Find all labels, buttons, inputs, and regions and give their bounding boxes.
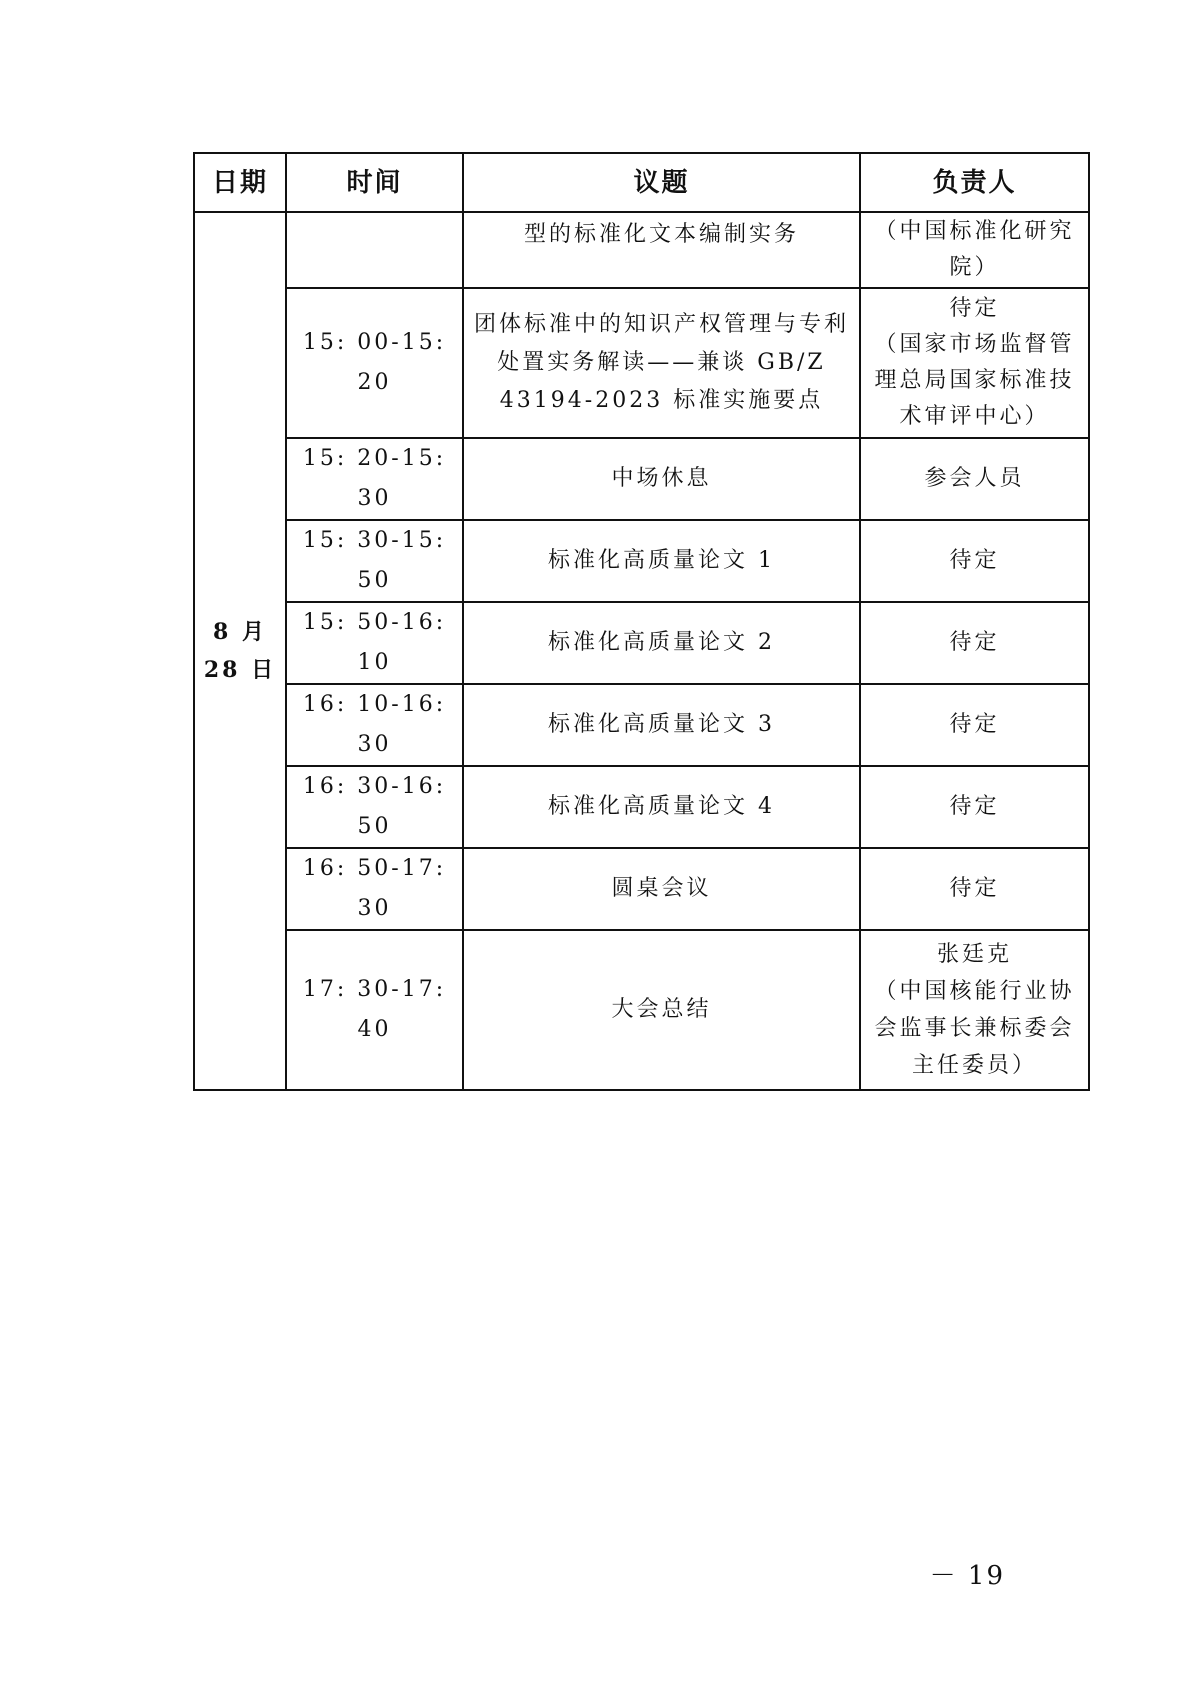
- table-row: [194, 684, 1089, 766]
- agenda-table: [193, 152, 1090, 1091]
- topic-cell: 标准化高质量论文 3: [463, 684, 860, 766]
- topic-cell: 标准化高质量论文 1: [463, 520, 860, 602]
- table-row: [194, 848, 1089, 930]
- owner-cell: 待定: [860, 766, 1089, 848]
- table-row: [194, 438, 1089, 520]
- time-cell: 16: 10-16: 30: [286, 684, 463, 766]
- topic-cell: 团体标准中的知识产权管理与专利 处置实务解读——兼谈 GB/Z 43194-2023 标准实施要点: [463, 288, 860, 438]
- header-owner: 负责人: [860, 153, 1089, 212]
- time-cell: 17: 30-17: 40: [286, 930, 463, 1090]
- owner-cell: 待定: [860, 684, 1089, 766]
- table-row: [194, 766, 1089, 848]
- owner-cell: 待定: [860, 848, 1089, 930]
- topic-cell: 标准化高质量论文 4: [463, 766, 860, 848]
- table-row: [194, 602, 1089, 684]
- owner-cell: 张廷克 （中国核能行业协 会监事长兼标委会 主任委员）: [860, 930, 1089, 1090]
- table-header-row: [194, 153, 1089, 212]
- time-cell: 15: 50-16: 10: [286, 602, 463, 684]
- header-time: 时间: [286, 153, 463, 212]
- topic-cell: 中场休息: [463, 438, 860, 520]
- table-row: [194, 520, 1089, 602]
- topic-cell: 型的标准化文本编制实务: [463, 212, 860, 288]
- time-cell: 15: 30-15: 50: [286, 520, 463, 602]
- time-cell: 15: 20-15: 30: [286, 438, 463, 520]
- time-cell: 16: 50-17: 30: [286, 848, 463, 930]
- owner-cell: 待定 （国家市场监督管 理总局国家标准技 术审评中心）: [860, 288, 1089, 438]
- owner-cell: 待定: [860, 602, 1089, 684]
- time-cell: [286, 212, 463, 288]
- page-number: － 19: [929, 1561, 1005, 1591]
- owner-cell: 参会人员: [860, 438, 1089, 520]
- header-topic: 议题: [463, 153, 860, 212]
- topic-cell: 标准化高质量论文 2: [463, 602, 860, 684]
- owner-cell: 待定: [860, 520, 1089, 602]
- table-row: [194, 930, 1089, 1090]
- table-row: [194, 212, 1089, 288]
- date-cell: 8 月 28 日: [194, 212, 286, 1090]
- topic-cell: 圆桌会议: [463, 848, 860, 930]
- topic-cell: 大会总结: [463, 930, 860, 1090]
- owner-cell: （中国标准化研究 院）: [860, 212, 1089, 288]
- table-row: [194, 288, 1089, 438]
- header-date: 日期: [194, 153, 286, 212]
- time-cell: 16: 30-16: 50: [286, 766, 463, 848]
- time-cell: 15: 00-15: 20: [286, 288, 463, 438]
